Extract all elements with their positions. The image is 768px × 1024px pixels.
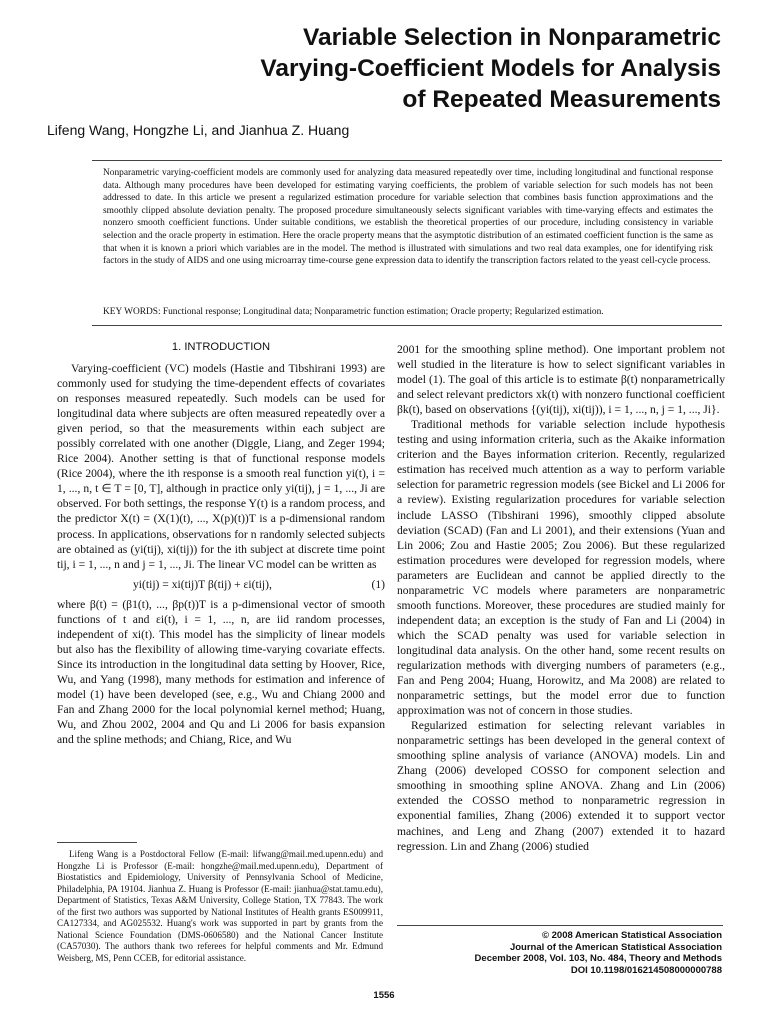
- footnote-rule: [57, 842, 137, 843]
- journal-line: DOI 10.1198/016214508000000788: [570, 964, 722, 976]
- equation-text: yi(tij) = xi(tij)T β(tij) + εi(tij),: [133, 577, 272, 591]
- paper-title: [260, 22, 721, 115]
- equation-number: (1): [371, 577, 385, 591]
- body-paragraph: Regularized estimation for selecting relevant variables in nonparametric settings has been developed in the general context of smoothing spline analysis of variance (ANOVA) models. Lin and Zhang (2006) developed COSSO for component selection and smoothing in smoothing spline ANOVA. Zhang and Lin (2006) extended the COSSO method to nonparametric regression in exponential families, Zhang (2006) extended it to support vector machines, and Leng and Zhang (2007) extended it to hazard regression. Lin and Zhang (2006) studied: [397, 719, 725, 853]
- body-paragraph: where β(t) = (β1(t), ..., βp(t))T is a p-dimensional vector of smooth functions of t and εi(t), i = 1, ..., n, are iid random processes, independent of xi(t). This model has the simplicity of linear models but also has the flexibility of allowing time-varying covariate effects. Since its introduction in the longitudinal data setting by Hoover, Rice, Wu, and Yang (1998), many methods for estimation and inference of model (1) have been developed (see, e.g., Wu and Chiang 2000 and Fan and Zhang 2000 for the local polynomial kernel method; Huang, Wu, and Zhou 2002, 2004 and Qu and Li 2006 for basis expansion and the spline methods; and Chiang, Rice, and Wu: [57, 597, 385, 747]
- journal-info: [475, 930, 722, 976]
- page-number: 1556: [373, 990, 395, 1001]
- title-line: Variable Selection in Nonparametric: [302, 24, 721, 51]
- left-column: [57, 340, 385, 747]
- author-list: Lifeng Wang, Hongzhe Li, and Jianhua Z. Huang: [47, 122, 350, 138]
- abstract-bottom-rule: [92, 325, 722, 326]
- keywords: KEY WORDS: Functional response; Longitudinal data; Nonparametric function estimation; Oracle property; Regularized estimation.: [103, 307, 604, 317]
- body-paragraph: Traditional methods for variable selection include hypothesis testing and using information criteria, such as the Akaike information criterion and the Bayes information criterion. Recently, regularized estimation has received much attention as a way to perform variable selection for parametric regression models (see Bickel and Li 2006 for a review). Existing regularization procedures for variable selection include LASSO (Tibshirani 1996), smoothly clipped absolute deviation (SCAD) (Fan and Li 2001), and their extensions (Yuan and Lin 2006; Zou and Hastie 2005; Zou 2006). But these regularized estimation procedures were developed for regression models, where parameters are Euclidean and cannot be applied directly to the nonparametric VC models where parameters are nonparametric smooth functions. Moreover, these procedures are studied mainly for independent data; an exception is the study of Fan and Li (2004) in which the SCAD penalty was used for variable selection in longitudinal data analysis. On the other hand, some recent results on regularization methods with diverging numbers of parameters (e.g., Fan and Peng 2004; Huang, Horowitz, and Ma 2008) are related to nonparametric settings, but the model error due to function approximation was not of concern in those studies.: [397, 418, 725, 718]
- abstract-top-rule: [92, 160, 722, 161]
- journal-line: December 2008, Vol. 103, No. 484, Theory and Methods: [474, 953, 722, 964]
- journal-line: © 2008 American Statistical Association: [541, 930, 722, 941]
- journal-rule: [397, 925, 723, 926]
- author-footnote: Lifeng Wang is a Postdoctoral Fellow (E-mail: lifwang@mail.med.upenn.edu) and Hongzhe Li is Professor (E-mail: hongzhe@mail.med.upenn.edu), Department of Biostatistics and Epidemiology, University of Pennsylvania School of Medicine, Philadelphia, PA 19104. Jianhua Z. Huang is Professor (E-mail: jianhua@stat.tamu.edu), Department of Statistics, Texas A&M University, College Station, TX 77843. The work of the first two authors was supported by National Institutes of Health grants ES009911, CA127334, and AG025532. Huang's work was supported in part by grants from the National Science Foundation (DMS-0606580) and the National Cancer Institute (CA57030). The authors thank two referees for helpful comments and Mr. Edmund Weisberg, MS, Penn CCEB, for editorial assistance.: [57, 849, 383, 963]
- body-paragraph: Varying-coefficient (VC) models (Hastie and Tibshirani 1993) are commonly used for studying the time-dependent effects of covariates on responses measured repeatedly. Such models can be used for longitudinal data where subjects are often measured repeatedly over a given period, so that the measurements within each subject are possibly correlated with one another (Diggle, Liang, and Zeger 1994; Rice 2004). Another setting is that of functional response models (Rice 2004), where the ith response is a smooth real function yi(t), i = 1, ..., n, t ∈ T = [0, T], although in practice only yi(tij), j = 1, ..., Ji are observed. For both settings, the response Y(t) is a random process, and the predictor X(t) = (X(1)(t), ..., X(p)(t))T is a p-dimensional random process. In applications, observations for n randomly selected subjects are obtained as (yi(tij), xi(tij)) for the ith subject at discrete time point tij, i = 1, ..., n and j = 1, ..., Ji. The linear VC model can be written as: [57, 362, 385, 571]
- body-paragraph: 2001 for the smoothing spline method). One important problem not well studied in the literature is how to select significant variables in model (1). The goal of this article is to estimate β(t) nonparametrically and select relevant predictors xk(t) with nonzero functional coefficient βk(t), based on observations {(yi(tij), xi(tij)), i = 1, ..., n, j = 1, ..., Ji}.: [397, 343, 725, 417]
- section-heading: 1. INTRODUCTION: [171, 341, 271, 353]
- equation-1: [57, 572, 385, 597]
- title-line: Varying-Coefficient Models for Analysis: [260, 55, 721, 82]
- journal-line: Journal of the American Statistical Association: [509, 941, 722, 953]
- right-column: [397, 342, 725, 854]
- title-line: of Repeated Measurements: [402, 86, 721, 113]
- abstract: Nonparametric varying-coefficient models are commonly used for analyzing data measured repeatedly over time, including longitudinal and functional response data. Although many procedures have been developed for estimating varying coefficients, the problem of variable selection for such models has not been addressed to date. In this article we present a regularized estimation procedure for variable selection that combines basis function approximations and the smoothly clipped absolute deviation penalty. The proposed procedure simultaneously selects significant variables with time-varying effects and estimates the nonzero smooth coefficient functions. Under suitable conditions, we establish the theoretical properties of our procedure, including consistency in variable selection and the oracle property in estimation. Here the oracle property means that the asymptotic distribution of an estimated coefficient function is the same as that when it is known a priori which variables are in the model. The method is illustrated with simulations and two real data examples, one for identifying risk factors in the study of AIDS and one using microarray time-course gene expression data to identify the transcription factors related to the yeast cell-cycle process.: [103, 168, 713, 267]
